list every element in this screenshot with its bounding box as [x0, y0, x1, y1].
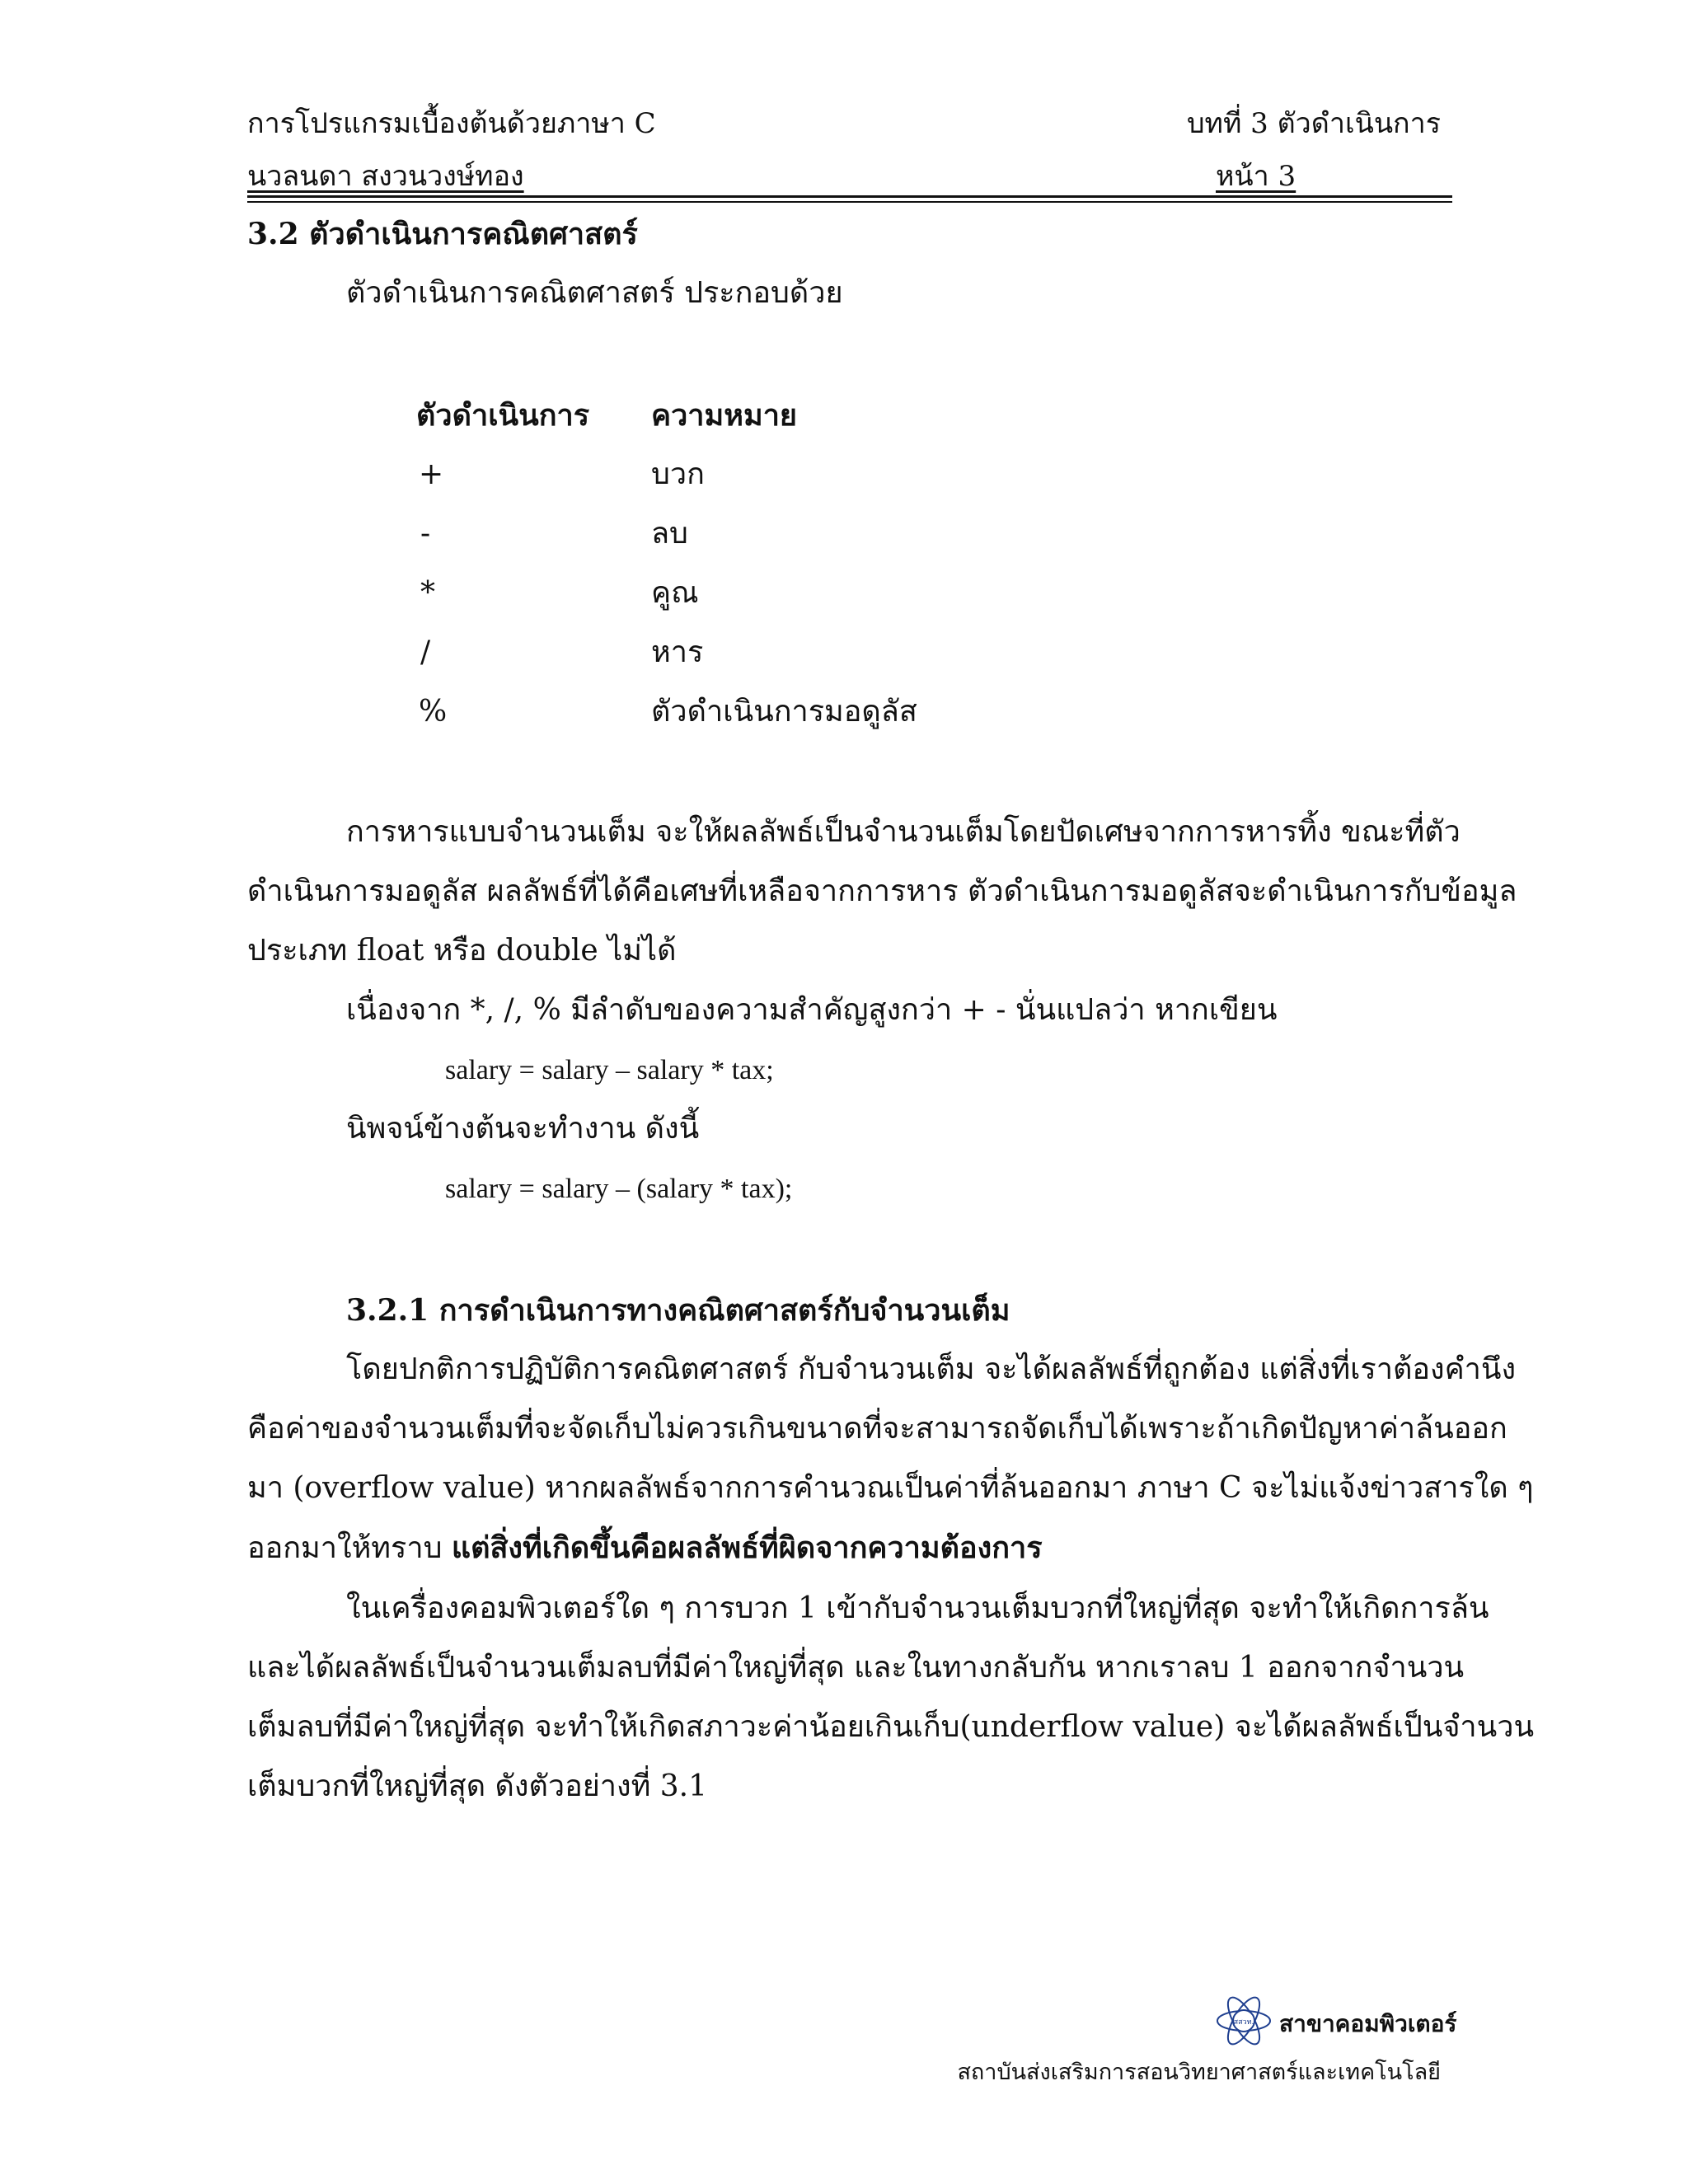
paragraph-line: เนื่องจาก *, /, % มีลำดับของความสำคัญสูงกว่า + - นั่นแปลว่า หากเขียน — [346, 993, 1278, 1027]
paragraph-line: ดำเนินการมอดูลัส ผลลัพธ์ที่ได้คือเศษที่เหลือจากการหาร ตัวดำเนินการมอดูลัสจะดำเนินการกับข้อมูล — [247, 874, 1517, 908]
logo-text: สสวท. — [1233, 2018, 1254, 2027]
section-heading: 3.2 ตัวดำเนินการคณิตศาสตร์ — [247, 217, 638, 251]
paragraph-line — [247, 1530, 1043, 1567]
table-cell-operator: % — [419, 695, 448, 729]
section-intro: ตัวดำเนินการคณิตศาสตร์ ประกอบด้วย — [346, 276, 843, 310]
paragraph-line: ประเภท float หรือ double ไม่ได้ — [247, 934, 677, 968]
paragraph-line: เต็มบวกที่ใหญ่ที่สุด ดังตัวอย่างที่ 3.1 — [247, 1769, 707, 1803]
table-cell-operator: * — [420, 576, 435, 610]
header-rule-top — [247, 195, 1452, 198]
table-cell-meaning: ตัวดำเนินการมอดูลัส — [651, 695, 917, 729]
paragraph-line: การหารแบบจำนวนเต็ม จะให้ผลลัพธ์เป็นจำนวนเต็มโดยปัดเศษจากการหารทิ้ง ขณะที่ตัว — [346, 815, 1461, 849]
header-chapter: บทที่ 3 ตัวดำเนินการ — [1186, 107, 1441, 140]
table-cell-meaning: ลบ — [651, 517, 688, 551]
header-author: นวลนดา สงวนวงษ์ทอง — [247, 160, 524, 193]
table-cell-meaning: หาร — [651, 635, 704, 669]
table-cell-meaning: คูณ — [651, 576, 699, 610]
paragraph-line: คือค่าของจำนวนเต็มที่จะจัดเก็บไม่ควรเกินขนาดที่จะสามารถจัดเก็บได้เพราะถ้าเกิดปัญหาค่าล้นออก — [247, 1412, 1507, 1446]
table-cell-operator: / — [420, 635, 431, 669]
code-line: salary = salary – (salary * tax); — [445, 1174, 793, 1204]
paragraph-emphasis: แต่สิ่งที่เกิดขึ้นคือผลลัพธ์ที่ผิดจากความต้องการ — [451, 1530, 1043, 1565]
paragraph-line: เต็มลบที่มีค่าใหญ่ที่สุด จะทำให้เกิดสภาวะค่าน้อยเกินเก็บ(underflow value) จะได้ผลลัพธ์เป็นจำนวน — [247, 1710, 1535, 1744]
paragraph-text: ออกมาให้ทราบ — [247, 1531, 452, 1565]
table-header-operator: ตัวดำเนินการ — [416, 398, 590, 433]
paragraph-line: มา (overflow value) หากผลลัพธ์จากการคำนวณเป็นค่าที่ล้นออกมา ภาษา C จะไม่แจ้งข่าวสารใด ๆ — [247, 1471, 1534, 1505]
header-page-number: หน้า 3 — [1216, 160, 1296, 193]
table-cell-operator: - — [420, 517, 431, 551]
table-cell-operator: + — [419, 457, 444, 491]
subsection-heading: 3.2.1 การดำเนินการทางคณิตศาสตร์กับจำนวนเต็ม — [346, 1293, 1010, 1328]
paragraph-line: โดยปกติการปฏิบัติการคณิตศาสตร์ กับจำนวนเต็ม จะได้ผลลัพธ์ที่ถูกต้อง แต่สิ่งที่เราต้องคำนึง — [346, 1352, 1517, 1386]
footer-institute: สถาบันส่งเสริมการสอนวิทยาศาสตร์และเทคโนโลยี — [957, 2060, 1441, 2085]
institute-logo-icon — [1216, 1993, 1272, 2049]
paragraph-line: ในเครื่องคอมพิวเตอร์ใด ๆ การบวก 1 เข้ากับจำนวนเต็มบวกที่ใหญ่ที่สุด จะทำให้เกิดการล้น — [346, 1591, 1489, 1625]
header-course-title: การโปรแกรมเบื้องต้นด้วยภาษา C — [247, 107, 656, 140]
footer-department: สาขาคอมพิวเตอร์ — [1279, 2010, 1457, 2037]
paragraph-line: นิพจน์ข้างต้นจะทำงาน ดังนี้ — [346, 1112, 700, 1146]
table-header-meaning: ความหมาย — [651, 398, 798, 433]
code-line: salary = salary – salary * tax; — [445, 1055, 774, 1085]
paragraph-line: และได้ผลลัพธ์เป็นจำนวนเต็มลบที่มีค่าใหญ่ที่สุด และในทางกลับกัน หากเราลบ 1 ออกจากจำนวน — [247, 1651, 1465, 1685]
header-rule-bottom — [247, 201, 1452, 203]
table-cell-meaning: บวก — [651, 457, 705, 491]
